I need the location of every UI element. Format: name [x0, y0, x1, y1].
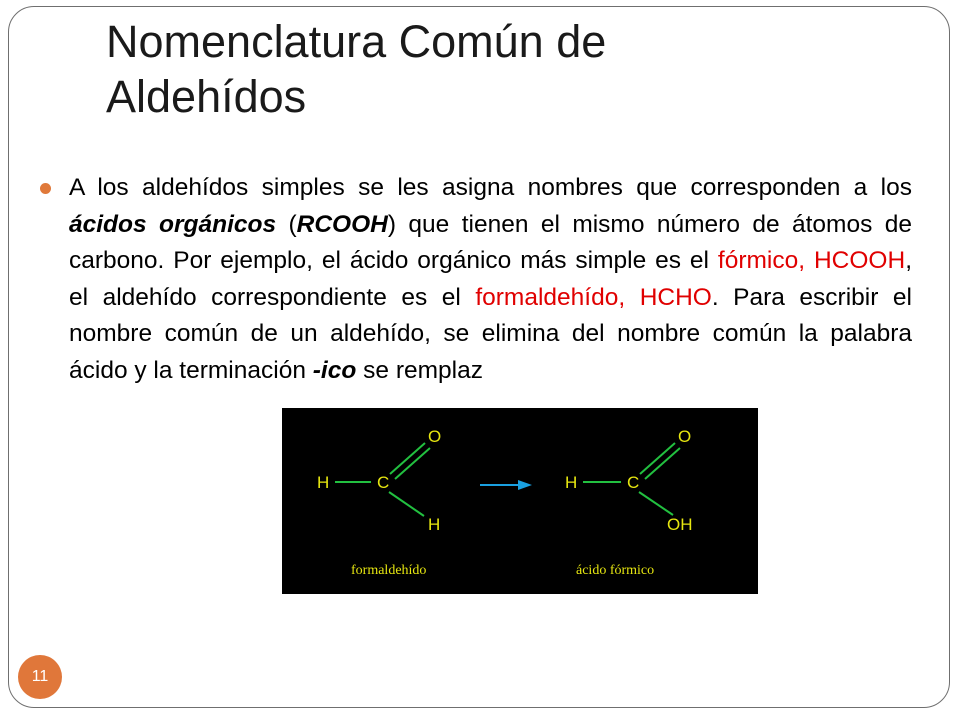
text-segment: se remplaz [356, 356, 483, 384]
text-ico: -ico [312, 356, 357, 384]
atom-h2-left: H [428, 515, 441, 534]
text-segment: A los aldehídos simples se les asigna nombres que corresponden a los [69, 174, 912, 201]
text-segment: ) que tienen el mismo número de átomos de carbono. Por ejemplo, el ácido orgánico más simple es el [69, 210, 912, 274]
atom-c-left: C [377, 473, 390, 492]
atom-oh-right: OH [667, 515, 693, 534]
text-rcooh: RCOOH [296, 210, 388, 238]
double-bond-a-left [390, 443, 425, 474]
text-hcho: HCHO [639, 283, 712, 311]
atom-h-right: H [565, 473, 578, 492]
text-formaldehido: formaldehído, [475, 283, 626, 311]
bullet-text [69, 170, 912, 389]
atom-o-left: O [428, 427, 442, 446]
text-segment: , el aldehído correspondiente es el [69, 247, 912, 311]
text-segment: ( [276, 210, 297, 238]
text-acidos-organicos: ácidos orgánicos [69, 210, 277, 238]
double-bond-b-right [645, 448, 680, 479]
text-segment: . Para escribir el nombre común de un aldehído, se elimina del nombre común la palabra ácido y la terminación [69, 283, 912, 384]
text-hcooh: HCOOH [813, 247, 906, 274]
double-bond-b-left [395, 448, 430, 479]
bullet-item [40, 170, 912, 389]
atom-h-left: H [317, 473, 330, 492]
slide-title [106, 14, 866, 124]
bullet-dot-icon [40, 183, 51, 194]
reaction-diagram [282, 408, 758, 594]
bond-c-oh-right [639, 492, 673, 515]
bond-c-h-left [389, 492, 424, 516]
double-bond-a-right [640, 443, 675, 474]
title-line-2: Aldehídos [106, 71, 307, 122]
text-segment [625, 284, 640, 311]
caption-formaldehido: formaldehído [351, 563, 427, 578]
title-line-1: Nomenclatura Común de [106, 16, 607, 67]
caption-acido-formico: ácido fórmico [576, 563, 655, 578]
atom-o-right: O [678, 427, 692, 446]
atom-c-right: C [627, 473, 640, 492]
text-formico: fórmico, [717, 247, 806, 274]
reaction-diagram-svg [282, 408, 758, 594]
reaction-arrow-icon [518, 480, 532, 490]
page-number-badge: 11 [18, 655, 62, 699]
text-segment [805, 247, 814, 274]
